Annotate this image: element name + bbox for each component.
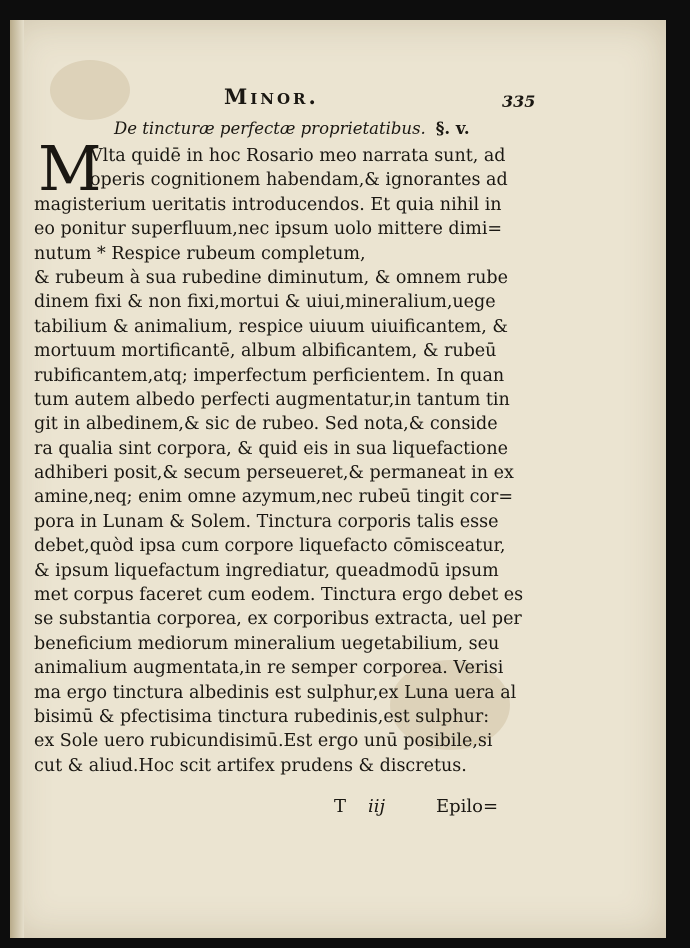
body-text xyxy=(34,144,524,778)
text-line: bisimū & pfectisima tinctura rubedinis,est sulphur: xyxy=(34,706,490,727)
text-line: amine,neq; enim omne azymum,nec rubeū tingit cor= xyxy=(34,487,514,508)
section-title xyxy=(114,119,470,138)
text-line: dinem fixi & non fixi,mortui & uiui,mineralium,uege xyxy=(34,292,496,313)
signature-letter: T xyxy=(334,796,347,817)
text-line: tum autem albedo perfecti augmentatur,in tantum tin xyxy=(34,389,510,410)
running-title: Minor. xyxy=(224,84,319,109)
page-gutter xyxy=(10,20,24,938)
text-line: & ipsum liquefactum ingrediatur, queadmodū ipsum xyxy=(34,560,499,581)
text-line: rubificantem,atq; imperfectum perficientem. In quan xyxy=(34,365,505,386)
section-number: §. v. xyxy=(435,119,470,138)
text-line: eo ponitur superfluum,nec ipsum uolo mittere dimi= xyxy=(34,219,503,240)
text-line: magisterium ueritatis introducendos. Et quia nihil in xyxy=(34,194,502,215)
text-line: adhiberi posit,& secum perseueret,& permaneat in ex xyxy=(34,463,514,484)
signature-numeral: iij xyxy=(368,796,386,817)
text-line: nutum * Respice rubeum completum, xyxy=(34,243,366,264)
text-line: & rubeum à sua rubedine diminutum, & omnem rube xyxy=(34,267,508,288)
text-line: met corpus faceret cum eodem. Tinctura ergo debet es xyxy=(34,585,524,606)
text-line: pora in Lunam & Solem. Tinctura corporis talis esse xyxy=(34,511,499,532)
text-line: ex Sole uero rubicundisimū.Est ergo unū posibile,si xyxy=(34,731,493,752)
text-line: beneficium mediorum mineralium uegetabilium, seu xyxy=(34,633,500,654)
text-line: operis cognitionem habendam,& ignorantes ad xyxy=(90,170,508,191)
text-line: se substantia corporea, ex corporibus extracta, uel per xyxy=(34,609,522,630)
catchword: Epilo= xyxy=(436,796,499,817)
text-line: ra qualia sint corpora, & quid eis in sua liquefactione xyxy=(34,438,508,459)
text-line: ma ergo tinctura albedinis est sulphur,ex Luna uera al xyxy=(34,682,517,703)
drop-initial: M xyxy=(38,132,102,205)
page-number: 335 xyxy=(502,92,536,111)
text-line: git in albedinem,& sic de rubeo. Sed nota,& conside xyxy=(34,414,498,435)
stain xyxy=(50,60,130,120)
text-line: debet,quòd ipsa cum corpore liquefacto cōmisceatur, xyxy=(34,536,506,557)
text-line: Vlta quidē in hoc Rosario meo narrata sunt, ad xyxy=(90,146,506,166)
text-line: animalium augmentata,in re semper corporea. Verisi xyxy=(34,658,504,679)
book-page xyxy=(10,20,666,938)
text-line: mortuum mortificantē, album albificantem, & rubeū xyxy=(34,341,497,362)
text-line: cut & aliud.Hoc scit artifex prudens & discretus. xyxy=(34,755,467,776)
text-line: tabilium & animalium, respice uiuum uiuificantem, & xyxy=(34,316,508,337)
section-title-text: De tincturæ perfectæ proprietatibus. xyxy=(114,119,426,138)
